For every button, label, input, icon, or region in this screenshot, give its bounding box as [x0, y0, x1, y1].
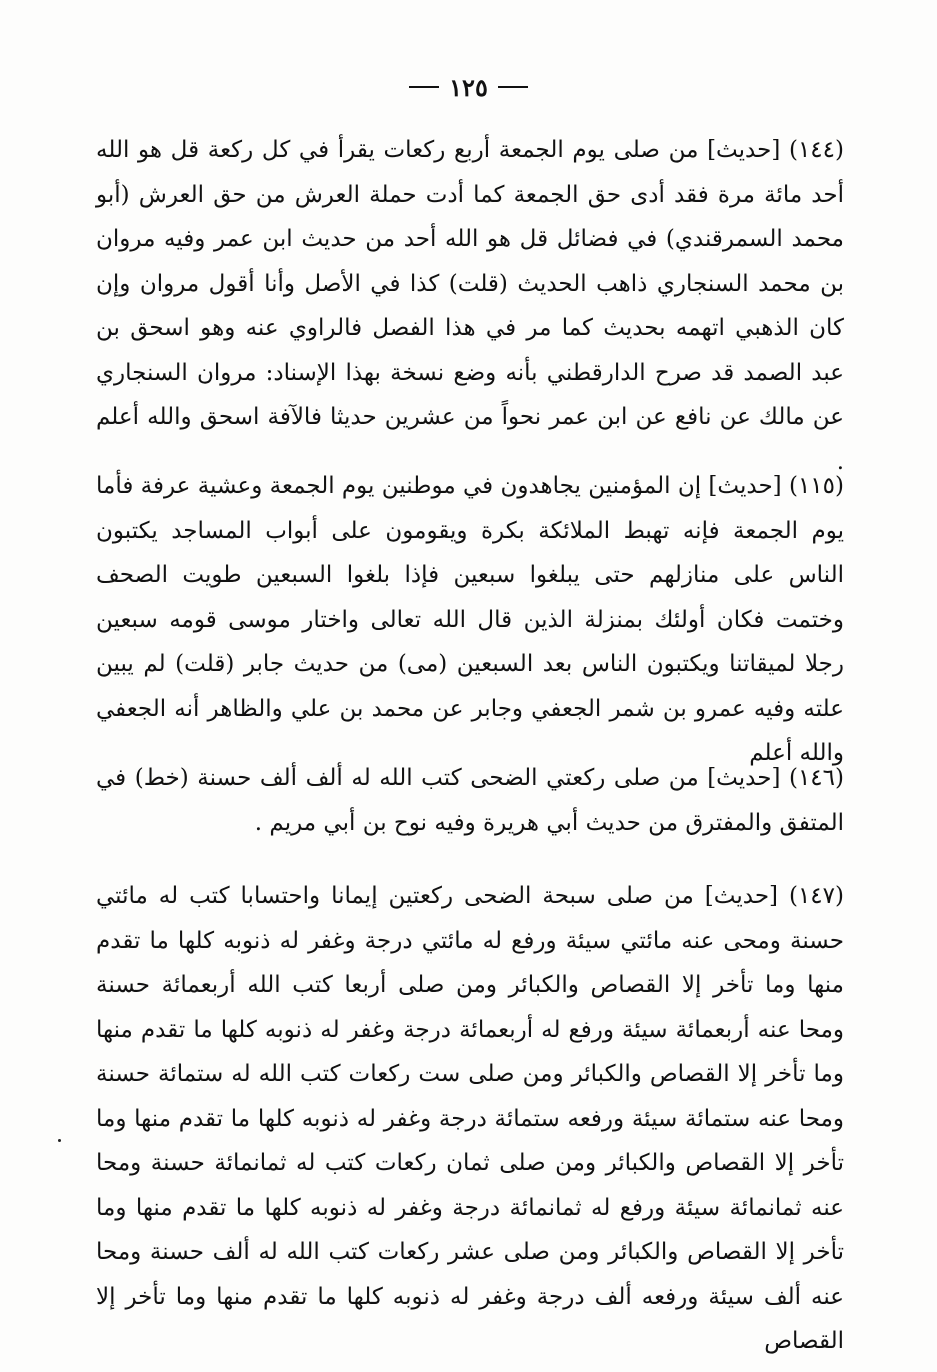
- hadith-paragraph-144: [96, 128, 844, 484]
- page-header: [0, 70, 937, 104]
- hadith-paragraph-115: [96, 464, 844, 776]
- paragraph-text: (١٤٧) [حديث] من صلى سبحة الضحى ركعتين إيمانا واحتسابا كتب له مائتي حسنة ومحى عنه مائتي سيئة ورفع له مائتي درجة وغفر له ذنوبه كلها ما تقدم منها وما تأخر إلا القصاص والكبائر ومن صلى أربعا كتب الله أربعمائة حسنة ومحا عنه أربعمائة سيئة ورفع له أربعمائة درجة وغفر له ذنوبه كلها ما تقدم منها وما تأخر إلا القصاص والكبائر ومن صلى ست ركعات كتب الله له ستمائة حسنة ومحا عنه ستمائة سيئة ورفعه ستمائة درجة وغفر له ذنوبه كلها ما تقدم منها وما تأخر إلا القصاص والكبائر ومن صلى ثمان ركعات كتب له ثمانمائة حسنة ومحا عنه ثمانمائة سيئة ورفع له ثمانمائة درجة وغفر له ذنوبه كلها ما تقدم منها وما تأخر إلا القصاص والكبائر ومن صلى عشر ركعات كتب الله له ألف حسنة ومحا عنه ألف سيئة ورفعه ألف درجة وغفر له ذنوبه كلها ما تقدم منها وما تأخر إلا القصاص: [96, 883, 844, 1354]
- paragraph-text: (١٤٤) [حديث] من صلى يوم الجمعة أربع ركعات يقرأ في كل ركعة قل هو الله أحد مائة مرة فقد أدى حق الجمعة كما أدت حملة العرش من حق العرش (أبو محمد السمرقندي) في فضائل قل هو الله أحد من حديث ابن عمر وفيه مروان بن محمد السنجاري ذاهب الحديث (قلت) كذا في الأصل وأنا أقول مروان وإن كان الذهبي اتهمه بحديث كما مر في هذا الفصل فالراوي عنه وهو اسحق بن عبد الصمد قد صرح الدارقطني بأنه وضع نسخة بهذا الإسناد: مروان السنجاري عن مالك عن نافع عن ابن عمر نحواً من عشرين حديثا فالآفة اسحق والله أعلم .: [96, 137, 844, 475]
- right-dash: [498, 86, 528, 88]
- scan-speck: [58, 1139, 61, 1142]
- paragraph-text: (١٤٦) [حديث] من صلى ركعتي الضحى كتب الله له ألف ألف حسنة (خط) في المتفق والمفترق من حديث أبي هريرة وفيه نوح بن أبي مريم .: [96, 765, 844, 836]
- paragraph-text: (١١٥) [حديث] إن المؤمنين يجاهدون في موطنين يوم الجمعة وعشية عرفة فأما يوم الجمعة فإنه تهبط الملائكة بكرة ويقومون على أبواب المساجد يكتبون الناس على منازلهم حتى يبلغوا سبعين فإذا بلغوا السبعين طويت الصحف وختمت فكان أولئك بمنزلة الذين قال الله تعالى واختار موسى قومه سبعين رجلا لميقاتنا ويكتبون الناس بعد السبعين (مى) من حديث جابر (قلت) لم يبين علته وفيه عمرو بن شمر الجعفي وجابر عن محمد بن علي والظاهر أنه الجعفي والله أعلم: [96, 473, 844, 766]
- hadith-paragraph-147: [96, 874, 844, 1364]
- left-dash: [409, 86, 439, 88]
- page-number: ١٢٥: [449, 72, 488, 102]
- hadith-paragraph-146: [96, 756, 844, 845]
